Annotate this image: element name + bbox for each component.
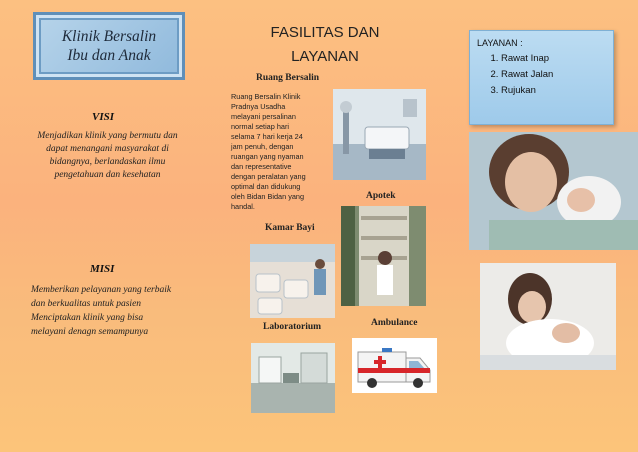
desc-line: dan representative	[231, 162, 292, 171]
ambulance-label: Ambulance	[371, 318, 418, 328]
misi-text	[31, 283, 206, 339]
fasilitas-heading	[255, 21, 395, 69]
layanan-title: LAYANAN :	[477, 38, 523, 48]
misi-line: melayani denagn semampunya	[31, 327, 149, 337]
ruang-bersalin-label: Ruang Bersalin	[256, 73, 320, 83]
ruang-bersalin-description	[231, 92, 323, 212]
ambulance-photo	[352, 338, 437, 393]
misi-line: Memberikan pelayanan yang terbaik	[31, 285, 172, 295]
layanan-list	[487, 51, 553, 99]
apotek-label: Apotek	[366, 191, 396, 201]
visi-line: dapat menangani masyarakat di	[46, 144, 169, 154]
laboratory-photo	[251, 343, 335, 413]
visi-line: pengetahuan dan kesehatan	[54, 170, 161, 180]
fasilitas-heading-line1: FASILITAS DAN	[270, 24, 380, 41]
visi-line: bidangnya, berlandaskan ilmu	[49, 157, 166, 167]
misi-title: MISI	[90, 263, 115, 275]
layanan-item: 2. Rawat Jalan	[501, 67, 553, 83]
clinic-title-line2: Ibu dan Anak	[67, 47, 151, 64]
desc-line: melayani persalinan	[231, 112, 296, 121]
clinic-title-plaque	[33, 12, 185, 80]
desc-line: handal.	[231, 202, 255, 211]
desc-line: jam penuh, dengan	[231, 142, 294, 151]
visi-line: Menjadikan klinik yang bermutu dan	[37, 131, 178, 141]
layanan-item: 1. Rawat Inap	[501, 51, 553, 67]
desc-line: ruangan yang nyaman	[231, 152, 304, 161]
kamar-bayi-label: Kamar Bayi	[265, 223, 315, 233]
delivery-room-photo	[333, 89, 426, 180]
desc-line: dengan peralatan yang	[231, 172, 306, 181]
pharmacy-photo	[341, 206, 426, 306]
laboratorium-label: Laboratorium	[263, 322, 322, 332]
nursery-photo	[250, 244, 335, 318]
desc-line: normal setiap hari	[231, 122, 289, 131]
visi-text	[20, 130, 195, 182]
misi-line: dan berkualitas untuk pasien	[31, 299, 142, 309]
misi-line: Menciptakan klinik yang bisa	[31, 313, 144, 323]
desc-line: Ruang Bersalin Klinik	[231, 92, 301, 101]
layanan-box	[469, 30, 614, 125]
clinic-title-line1: Klinik Bersalin	[61, 28, 157, 45]
visi-title: VISI	[92, 111, 115, 123]
layanan-item: 3. Rujukan	[501, 83, 553, 99]
mother-nursing-photo	[480, 263, 616, 370]
fasilitas-heading-line2: LAYANAN	[291, 48, 359, 65]
desc-line: selama 7 hari kerja 24	[231, 132, 303, 141]
desc-line: optimal dan didukung	[231, 182, 301, 191]
desc-line: oleh Bidan Bidan yang	[231, 192, 305, 201]
desc-line: Pradnya Usadha	[231, 102, 286, 111]
mother-newborn-photo	[469, 132, 638, 250]
